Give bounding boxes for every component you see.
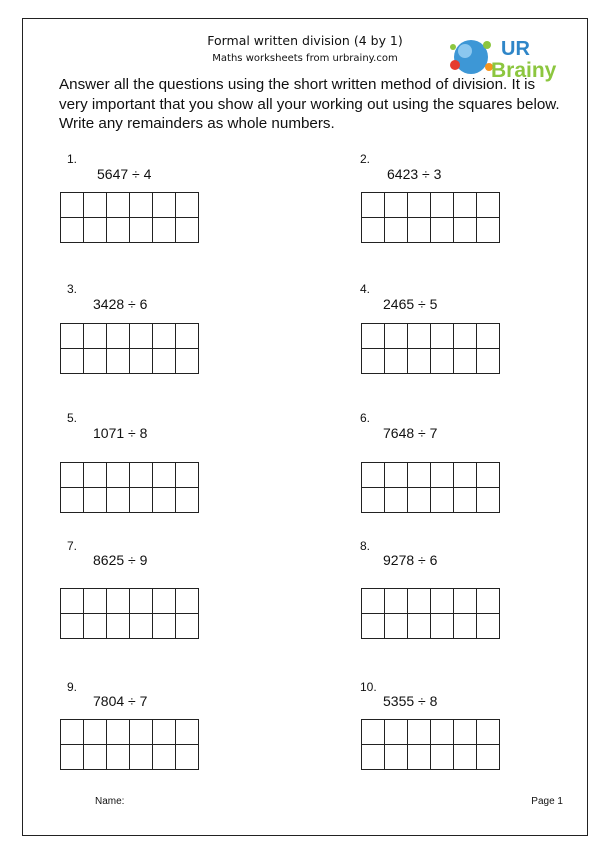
answer-square[interactable]: [130, 614, 153, 639]
question-expression: 1071 ÷ 8: [93, 425, 148, 441]
logo-text-brainy: Brainy: [491, 59, 557, 82]
question-number: 1.: [67, 152, 78, 166]
worksheet-page: [22, 18, 588, 836]
answer-square[interactable]: [153, 614, 176, 639]
answer-square[interactable]: [107, 218, 130, 243]
question-number: 9.: [67, 680, 78, 694]
answer-square[interactable]: [431, 720, 454, 745]
answer-square[interactable]: [61, 218, 84, 243]
answer-square[interactable]: [84, 193, 107, 218]
answer-square[interactable]: [61, 488, 84, 513]
answer-square[interactable]: [385, 589, 408, 614]
answer-square[interactable]: [130, 463, 153, 488]
question-expression: 5355 ÷ 8: [383, 693, 438, 709]
answer-square[interactable]: [477, 745, 500, 770]
answer-square[interactable]: [153, 349, 176, 374]
answer-square[interactable]: [408, 589, 431, 614]
answer-square[interactable]: [130, 218, 153, 243]
answer-grid: [361, 323, 500, 374]
answer-square[interactable]: [176, 463, 199, 488]
question-expression: 5647 ÷ 4: [97, 166, 152, 182]
answer-square[interactable]: [431, 218, 454, 243]
answer-square[interactable]: [61, 614, 84, 639]
answer-grid: [60, 462, 199, 513]
answer-square[interactable]: [84, 720, 107, 745]
answer-square[interactable]: [130, 589, 153, 614]
answer-square[interactable]: [477, 349, 500, 374]
answer-square[interactable]: [431, 193, 454, 218]
answer-grid: [60, 588, 199, 639]
question-expression: 9278 ÷ 6: [383, 552, 438, 568]
answer-square[interactable]: [362, 349, 385, 374]
answer-square[interactable]: [176, 720, 199, 745]
question-expression: 3428 ÷ 6: [93, 296, 148, 312]
answer-square[interactable]: [408, 218, 431, 243]
answer-square[interactable]: [107, 745, 130, 770]
answer-square[interactable]: [385, 463, 408, 488]
answer-square[interactable]: [130, 349, 153, 374]
answer-square[interactable]: [61, 589, 84, 614]
answer-square[interactable]: [153, 589, 176, 614]
question-number: 4.: [360, 282, 371, 296]
question-number: 2.: [360, 152, 371, 166]
question-number: 5.: [67, 411, 78, 425]
answer-square[interactable]: [61, 349, 84, 374]
answer-square[interactable]: [431, 589, 454, 614]
question-number: 10.: [360, 680, 377, 694]
answer-square[interactable]: [153, 193, 176, 218]
answer-square[interactable]: [431, 614, 454, 639]
answer-square[interactable]: [477, 614, 500, 639]
name-label: Name:: [95, 796, 125, 807]
question-expression: 2465 ÷ 5: [383, 296, 438, 312]
answer-square[interactable]: [362, 218, 385, 243]
answer-square[interactable]: [454, 720, 477, 745]
answer-square[interactable]: [431, 349, 454, 374]
answer-square[interactable]: [176, 589, 199, 614]
question-expression: 7648 ÷ 7: [383, 425, 438, 441]
answer-square[interactable]: [385, 218, 408, 243]
answer-square[interactable]: [84, 463, 107, 488]
answer-grid: [361, 588, 500, 639]
answer-square[interactable]: [408, 349, 431, 374]
answer-square[interactable]: [153, 324, 176, 349]
answer-square[interactable]: [153, 218, 176, 243]
answer-square[interactable]: [477, 218, 500, 243]
answer-square[interactable]: [408, 463, 431, 488]
answer-square[interactable]: [130, 488, 153, 513]
answer-square[interactable]: [362, 193, 385, 218]
answer-square[interactable]: [477, 720, 500, 745]
answer-square[interactable]: [61, 720, 84, 745]
answer-square[interactable]: [454, 218, 477, 243]
answer-square[interactable]: [107, 589, 130, 614]
answer-square[interactable]: [362, 324, 385, 349]
answer-square[interactable]: [176, 193, 199, 218]
answer-grid: [361, 719, 500, 770]
answer-square[interactable]: [176, 349, 199, 374]
question-number: 7.: [67, 539, 78, 553]
answer-square[interactable]: [431, 324, 454, 349]
answer-square[interactable]: [107, 488, 130, 513]
answer-square[interactable]: [385, 745, 408, 770]
answer-square[interactable]: [130, 324, 153, 349]
answer-square[interactable]: [176, 614, 199, 639]
answer-square[interactable]: [153, 745, 176, 770]
answer-square[interactable]: [385, 349, 408, 374]
answer-square[interactable]: [477, 463, 500, 488]
answer-square[interactable]: [61, 745, 84, 770]
answer-square[interactable]: [107, 193, 130, 218]
answer-square[interactable]: [153, 488, 176, 513]
answer-grid: [361, 192, 500, 243]
answer-square[interactable]: [130, 193, 153, 218]
answer-square[interactable]: [61, 193, 84, 218]
answer-grid: [60, 192, 199, 243]
answer-grid: [361, 462, 500, 513]
answer-square[interactable]: [454, 349, 477, 374]
answer-square[interactable]: [477, 589, 500, 614]
answer-square[interactable]: [84, 218, 107, 243]
answer-square[interactable]: [362, 463, 385, 488]
question-expression: 8625 ÷ 9: [93, 552, 148, 568]
question-number: 8.: [360, 539, 371, 553]
answer-square[interactable]: [153, 463, 176, 488]
answer-square[interactable]: [454, 488, 477, 513]
answer-square[interactable]: [454, 463, 477, 488]
answer-square[interactable]: [454, 745, 477, 770]
answer-square[interactable]: [477, 324, 500, 349]
instructions-text: Answer all the questions using the short written method of division. It is very important that you show all your working out using the squares below. Write any remainders as whole numbers.: [59, 76, 560, 132]
worksheet-title: Formal written division (4 by 1): [207, 33, 403, 48]
answer-square[interactable]: [107, 324, 130, 349]
answer-square[interactable]: [477, 488, 500, 513]
question-expression: 7804 ÷ 7: [93, 693, 148, 709]
answer-square[interactable]: [385, 324, 408, 349]
answer-square[interactable]: [362, 745, 385, 770]
answer-square[interactable]: [84, 324, 107, 349]
answer-square[interactable]: [454, 324, 477, 349]
answer-square[interactable]: [176, 324, 199, 349]
answer-square[interactable]: [454, 589, 477, 614]
answer-square[interactable]: [176, 745, 199, 770]
answer-square[interactable]: [362, 488, 385, 513]
answer-square[interactable]: [130, 745, 153, 770]
answer-square[interactable]: [431, 463, 454, 488]
page-number: Page 1: [531, 796, 563, 807]
answer-square[interactable]: [408, 488, 431, 513]
answer-square[interactable]: [477, 193, 500, 218]
answer-square[interactable]: [153, 720, 176, 745]
answer-square[interactable]: [176, 488, 199, 513]
answer-grid: [60, 719, 199, 770]
answer-square[interactable]: [107, 720, 130, 745]
answer-square[interactable]: [431, 488, 454, 513]
answer-square[interactable]: [385, 720, 408, 745]
answer-square[interactable]: [408, 193, 431, 218]
answer-square[interactable]: [362, 589, 385, 614]
answer-square[interactable]: [454, 614, 477, 639]
question-expression: 6423 ÷ 3: [387, 166, 442, 182]
answer-square[interactable]: [385, 614, 408, 639]
answer-grid: [60, 323, 199, 374]
answer-square[interactable]: [107, 463, 130, 488]
worksheet-subtitle: Maths worksheets from urbrainy.com: [212, 53, 398, 64]
answer-square[interactable]: [84, 488, 107, 513]
answer-square[interactable]: [176, 218, 199, 243]
logo-globe-icon: [454, 40, 488, 74]
answer-square[interactable]: [107, 349, 130, 374]
question-number: 3.: [67, 282, 78, 296]
answer-square[interactable]: [84, 614, 107, 639]
answer-square[interactable]: [385, 488, 408, 513]
answer-square[interactable]: [130, 720, 153, 745]
answer-square[interactable]: [454, 193, 477, 218]
answer-square[interactable]: [408, 745, 431, 770]
answer-square[interactable]: [408, 720, 431, 745]
answer-square[interactable]: [362, 614, 385, 639]
answer-square[interactable]: [107, 614, 130, 639]
question-number: 6.: [360, 411, 371, 425]
answer-square[interactable]: [362, 720, 385, 745]
answer-square[interactable]: [431, 745, 454, 770]
logo-text-ur: UR: [501, 38, 530, 60]
answer-square[interactable]: [84, 745, 107, 770]
answer-square[interactable]: [61, 463, 84, 488]
answer-square[interactable]: [408, 614, 431, 639]
answer-square[interactable]: [385, 193, 408, 218]
answer-square[interactable]: [84, 589, 107, 614]
answer-square[interactable]: [84, 349, 107, 374]
answer-square[interactable]: [61, 324, 84, 349]
answer-square[interactable]: [408, 324, 431, 349]
